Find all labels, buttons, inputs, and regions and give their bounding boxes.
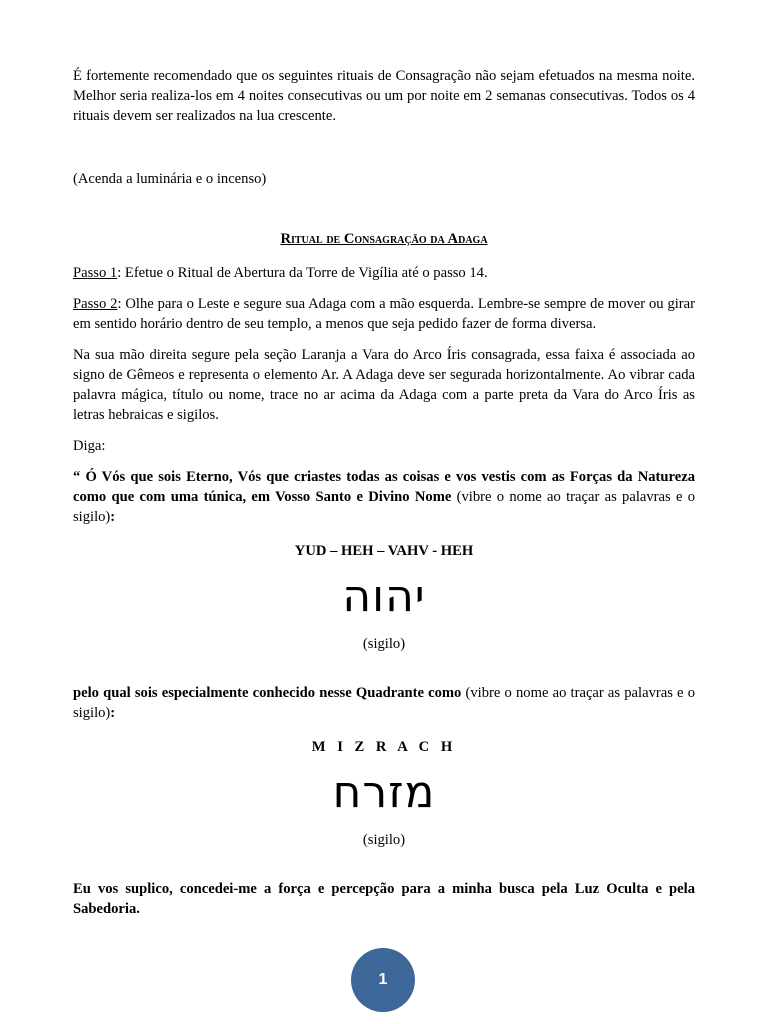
- ritual-title: Ritual de Consagração da Adaga: [280, 231, 488, 247]
- invocation-normal: (vibre o nome ao traçar as palavras e o sigilo): [73, 489, 695, 525]
- invocation-paragraph: [73, 467, 695, 527]
- step-2: [73, 294, 695, 334]
- sigil-caption-2: (sigilo): [362, 832, 406, 848]
- say-label: Diga:: [73, 438, 106, 454]
- divine-name-1: YUD – HEH – VAHV - HEH: [294, 543, 474, 559]
- divine-name-2: M I Z R A C H: [311, 739, 457, 755]
- step-1-text: : Efetue o Ritual de Abertura da Torre de Vigília até o passo 14.: [117, 265, 488, 281]
- quadrant-bold: pelo qual sois especialmente conhecido nesse Quadrante como: [73, 685, 462, 701]
- quadrant-colon: :: [110, 705, 116, 721]
- quadrant-paragraph: [73, 683, 695, 723]
- intro-paragraph: É fortemente recomendado que os seguintes rituais de Consagração não sejam efetuados na mesma noite. Melhor seria realiza-los em 4 noites consecutivas ou um por noite em 2 semanas consecutivas. Todos os 4 rituais devem ser realizados na lua crescente.: [73, 68, 695, 124]
- invocation-bold: “ Ó Vós que sois Eterno, Vós que criastes todas as coisas e vos vestis com as Forças da Natureza como que com uma túnica, em Vosso Santo e Divino Nome: [73, 469, 695, 505]
- step-2-label: Passo 2: [73, 296, 118, 312]
- invocation-colon: :: [110, 509, 116, 525]
- page-number-badge: 1: [351, 948, 415, 1012]
- sigil-caption-1: (sigilo): [362, 636, 406, 652]
- hebrew-name-1: יהוה: [342, 571, 426, 622]
- right-hand-paragraph: Na sua mão direita segure pela seção Laranja a Vara do Arco Íris consagrada, essa faixa é associada ao signo de Gêmeos e representa o elemento Ar. A Adaga deve ser segurada horizontalmente. Ao vibrar cada palavra mágica, título ou nome, trace no ar acima da Adaga com a parte preta da Vara do Arco Íris as letras hebraicas e sigilos.: [73, 347, 695, 423]
- instruction-text: (Acenda a luminária e o incenso): [73, 171, 267, 187]
- quadrant-normal: (vibre o nome ao traçar as palavras e o sigilo): [73, 685, 695, 721]
- step-2-text: : Olhe para o Leste e segure sua Adaga com a mão esquerda. Lembre-se sempre de mover ou girar em sentido horário dentro de seu templo, a menos que seja pedido fazer de forma diversa.: [73, 296, 695, 332]
- hebrew-name-2: מזרח: [332, 767, 436, 818]
- step-1-label: Passo 1: [73, 265, 118, 281]
- document-page: [73, 66, 695, 919]
- step-1: [73, 263, 695, 283]
- closing-paragraph: Eu vos suplico, concedei-me a força e percepção para a minha busca pela Luz Oculta e pela Sabedoria.: [73, 881, 695, 917]
